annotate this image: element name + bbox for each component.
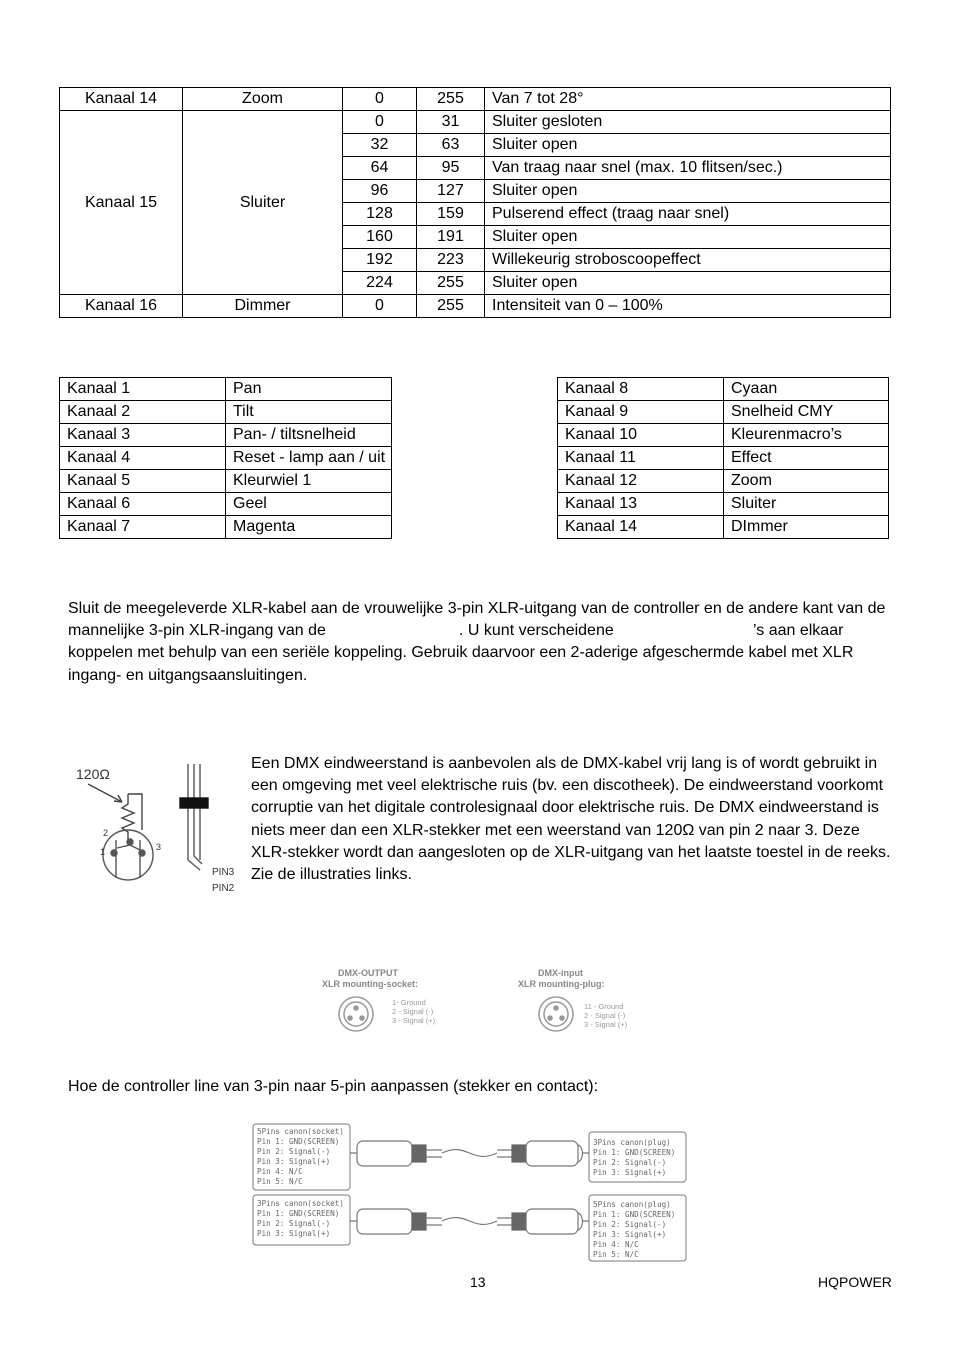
- table-row: [558, 424, 889, 447]
- table-row: [60, 493, 392, 516]
- channel-cell: Kanaal 10: [558, 424, 724, 447]
- dmx-connector-pinouts: [310, 965, 640, 1040]
- xlr-connection-paragraph: [68, 598, 888, 687]
- pin-label: 3Pins canon(socket): [257, 1199, 344, 1208]
- text-line: XLR-stekker wordt dan aangesloten op de XLR-uitgang van het laatste toestel in de reeks.: [251, 843, 891, 861]
- range-from-cell: 32: [343, 134, 417, 157]
- text-line: ingang- en uitgangsaansluitingen.: [68, 666, 308, 684]
- pin-description: 2 - Signal (-): [392, 1007, 434, 1016]
- range-from-cell: 0: [343, 295, 417, 318]
- description-cell: Sluiter open: [485, 180, 891, 203]
- pin-label: 2: [103, 828, 109, 838]
- terminator-paragraph: [251, 753, 891, 886]
- channel-cell: Kanaal 6: [60, 493, 226, 516]
- table-row: [60, 470, 392, 493]
- table-row: [60, 447, 392, 470]
- channel-cell: Kanaal 15: [60, 111, 183, 295]
- channel-table: [59, 87, 891, 318]
- table-row: [60, 401, 392, 424]
- pin-label: Pin 2: Signal(-): [257, 1147, 331, 1156]
- function-cell: Pan: [226, 378, 392, 401]
- table-row: [558, 516, 889, 539]
- xlr-plug-side-icon: [180, 764, 208, 870]
- page-number: 13: [470, 1274, 486, 1290]
- pin-label: Pin 5: N/C: [593, 1250, 639, 1259]
- description-cell: Pulserend effect (traag naar snel): [485, 203, 891, 226]
- dmx-terminator-illustration: [70, 760, 245, 895]
- pin2-label: PIN2: [212, 883, 235, 894]
- channel-cell: Kanaal 12: [558, 470, 724, 493]
- text-line: Een DMX eindweerstand is aanbevolen als de DMX-kabel vrij lang is of wordt gebruikt in: [251, 755, 878, 772]
- text-line: niets meer dan een XLR-stekker met een weerstand van 120Ω van pin 2 naar 3. Deze: [251, 821, 860, 839]
- range-from-cell: 0: [343, 88, 417, 111]
- range-to-cell: 127: [417, 180, 485, 203]
- description-cell: Willekeurig stroboscoopeffect: [485, 249, 891, 272]
- pin-label: Pin 4: N/C: [257, 1167, 303, 1176]
- channel-cell: Kanaal 9: [558, 401, 724, 424]
- table-row: [60, 88, 891, 111]
- top-cable-icon: [350, 1141, 589, 1166]
- channel-cell: Kanaal 11: [558, 447, 724, 470]
- description-cell: Sluiter open: [485, 134, 891, 157]
- range-from-cell: 160: [343, 226, 417, 249]
- description-cell: Sluiter gesloten: [485, 111, 891, 134]
- range-to-cell: 31: [417, 111, 485, 134]
- xlr-plug-icon: [539, 997, 573, 1031]
- pin-label: Pin 1: GND(SCREEN): [257, 1137, 340, 1146]
- table-row: [558, 470, 889, 493]
- function-cell: Kleurenmacro’s: [724, 424, 889, 447]
- range-from-cell: 96: [343, 180, 417, 203]
- pin-label: Pin 1: GND(SCREEN): [257, 1209, 340, 1218]
- function-cell: Magenta: [226, 516, 392, 539]
- table-row: [60, 295, 891, 318]
- pin-description: 3 - Signal (+): [584, 1020, 628, 1029]
- pin-label: 5Pins canon(plug): [593, 1200, 671, 1209]
- function-cell: Snelheid CMY: [724, 401, 889, 424]
- text-fragment: mannelijke 3-pin XLR-ingang van de: [68, 622, 326, 640]
- description-cell: Van traag naar snel (max. 10 flitsen/sec.): [485, 157, 891, 180]
- input-subtitle: XLR mounting-plug:: [518, 979, 605, 989]
- text-line: corruptie van het digitale controlesignaal door elektrische ruis. De DMX eindweerstand is: [251, 799, 879, 817]
- channel-cell: Kanaal 8: [558, 378, 724, 401]
- description-cell: Intensiteit van 0 – 100%: [485, 295, 891, 318]
- function-cell: Sluiter: [183, 111, 343, 295]
- channel-cell: Kanaal 13: [558, 493, 724, 516]
- range-from-cell: 128: [343, 203, 417, 226]
- channel-map-left: [59, 377, 392, 539]
- function-cell: Dimmer: [183, 295, 343, 318]
- pin-label: Pin 1: GND(SCREEN): [593, 1148, 676, 1157]
- table-row: [60, 111, 891, 134]
- function-cell: Zoom: [724, 470, 889, 493]
- pin-label: 5Pins canon(socket): [257, 1127, 344, 1136]
- text-line: Sluit de meegeleverde XLR-kabel aan de vrouwelijke 3-pin XLR-uitgang van de controller en de andere kant van de: [68, 600, 886, 617]
- channel-cell: Kanaal 1: [60, 378, 226, 401]
- function-cell: Cyaan: [724, 378, 889, 401]
- text-fragment: . U kunt verscheidene: [459, 622, 614, 640]
- pin-label: Pin 2: Signal(-): [593, 1158, 667, 1167]
- description-cell: Van 7 tot 28°: [485, 88, 891, 111]
- pin3-label: PIN3: [212, 867, 235, 878]
- channel-cell: Kanaal 16: [60, 295, 183, 318]
- pin-label: Pin 5: N/C: [257, 1177, 303, 1186]
- pin-description: 3 - Signal (+): [392, 1016, 436, 1025]
- channel-cell: Kanaal 2: [60, 401, 226, 424]
- pin-label: Pin 3: Signal(+): [257, 1157, 331, 1166]
- xlr-socket-icon: [339, 997, 373, 1031]
- description-cell: Sluiter open: [485, 226, 891, 249]
- resistor-label: 120Ω: [76, 766, 110, 782]
- pin-label: Pin 2: Signal(-): [257, 1219, 331, 1228]
- text-fragment: ’s aan elkaar: [753, 622, 844, 640]
- resistor-icon: [88, 784, 142, 840]
- text-line: koppelen met behulp van een seriële koppeling. Gebruik daarvoor een 2-aderige afgeschermde kabel met XLR: [68, 644, 854, 662]
- pin-label: 3: [156, 842, 162, 852]
- pin-label: Pin 3: Signal(+): [593, 1230, 667, 1239]
- function-cell: Tilt: [226, 401, 392, 424]
- channel-cell: Kanaal 14: [558, 516, 724, 539]
- range-to-cell: 63: [417, 134, 485, 157]
- range-from-cell: 224: [343, 272, 417, 295]
- function-cell: Effect: [724, 447, 889, 470]
- range-to-cell: 255: [417, 295, 485, 318]
- range-to-cell: 159: [417, 203, 485, 226]
- range-from-cell: 0: [343, 111, 417, 134]
- input-title: DMX-input: [538, 968, 583, 978]
- pin-label: 3Pins canon(plug): [593, 1138, 671, 1147]
- channel-cell: Kanaal 5: [60, 470, 226, 493]
- bottom-cable-icon: [350, 1209, 589, 1234]
- range-to-cell: 191: [417, 226, 485, 249]
- function-cell: Kleurwiel 1: [226, 470, 392, 493]
- channel-cell: Kanaal 4: [60, 447, 226, 470]
- pin-label: Pin 4: N/C: [593, 1240, 639, 1249]
- range-to-cell: 95: [417, 157, 485, 180]
- text-line: een omgeving met veel elektrische ruis (bv. een discotheek). De eindweerstand voorkomt: [251, 777, 884, 795]
- range-to-cell: 223: [417, 249, 485, 272]
- function-cell: DImmer: [724, 516, 889, 539]
- brand-name: HQPOWER: [818, 1274, 892, 1290]
- description-cell: Sluiter open: [485, 272, 891, 295]
- table-row: [60, 516, 392, 539]
- function-cell: Geel: [226, 493, 392, 516]
- range-to-cell: 255: [417, 272, 485, 295]
- pin-description: 11 - Ground: [584, 1002, 624, 1011]
- pin-description: 1- Ground: [392, 998, 426, 1007]
- range-from-cell: 192: [343, 249, 417, 272]
- function-cell: Zoom: [183, 88, 343, 111]
- table-row: [60, 378, 392, 401]
- table-row: [558, 447, 889, 470]
- channel-map-right: [557, 377, 889, 539]
- channel-cell: Kanaal 7: [60, 516, 226, 539]
- text-line: Zie de illustraties links.: [251, 866, 412, 884]
- range-to-cell: 255: [417, 88, 485, 111]
- pin-description: 2 - Signal (-): [584, 1011, 626, 1020]
- function-cell: Reset - lamp aan / uit: [226, 447, 392, 470]
- channel-cell: Kanaal 14: [60, 88, 183, 111]
- pin-label: Pin 2: Signal(-): [593, 1220, 667, 1229]
- table-row: [558, 401, 889, 424]
- pin-label: 1: [100, 847, 106, 857]
- output-title: DMX-OUTPUT: [338, 968, 398, 978]
- table-row: [60, 424, 392, 447]
- adapter-wiring-illustration: [252, 1123, 688, 1263]
- adapter-paragraph: Hoe de controller line van 3-pin naar 5-pin aanpassen (stekker en contact):: [68, 1078, 599, 1095]
- range-from-cell: 64: [343, 157, 417, 180]
- table-row: [558, 378, 889, 401]
- function-cell: Sluiter: [724, 493, 889, 516]
- pin-label: Pin 3: Signal(+): [257, 1229, 331, 1238]
- pin-label: Pin 3: Signal(+): [593, 1168, 667, 1177]
- output-subtitle: XLR mounting-socket:: [322, 979, 418, 989]
- text-line: [68, 620, 888, 642]
- function-cell: Pan- / tiltsnelheid: [226, 424, 392, 447]
- pin-label: Pin 1: GND(SCREEN): [593, 1210, 676, 1219]
- table-row: [558, 493, 889, 516]
- channel-cell: Kanaal 3: [60, 424, 226, 447]
